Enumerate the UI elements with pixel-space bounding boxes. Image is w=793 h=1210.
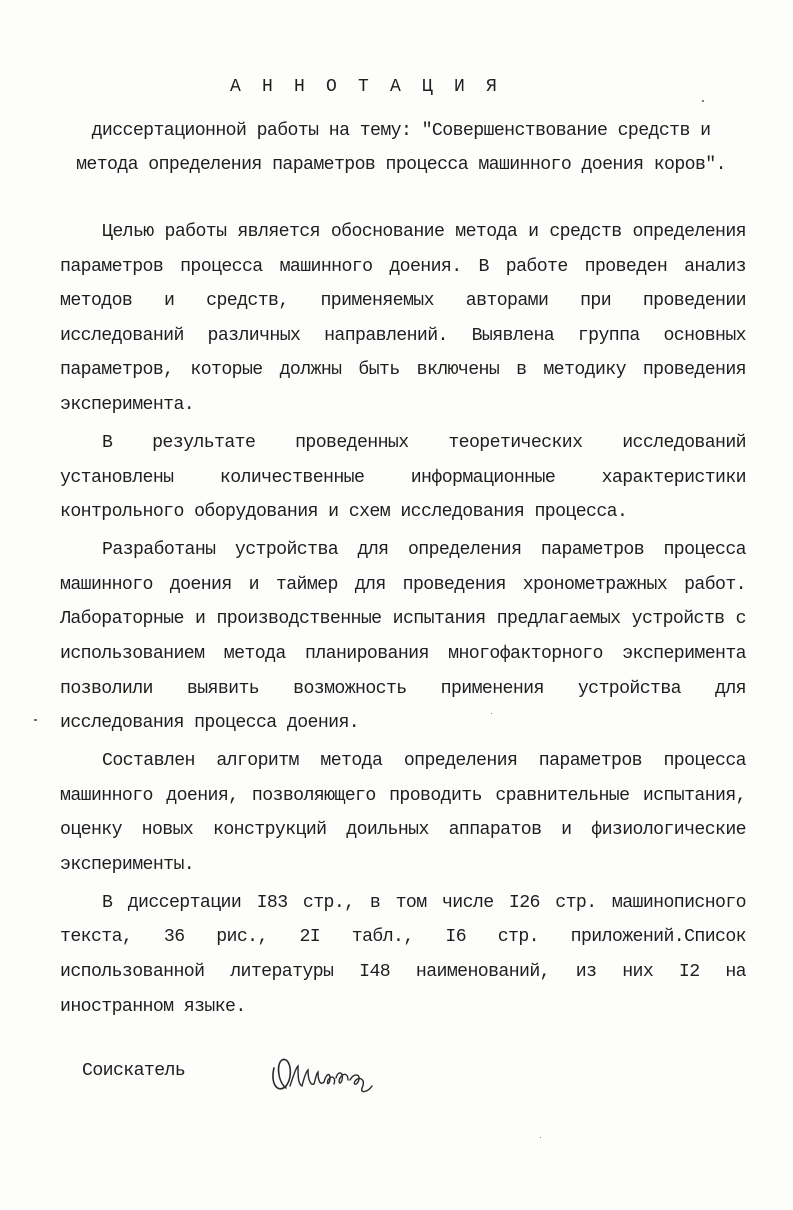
document-subtitle: диссертационной работы на тему: "Совершенствование средств и метода определения параметров процесса машинного доения коров". — [76, 121, 726, 175]
paper-speck — [34, 719, 37, 721]
paragraph-volume: В диссертации I83 стр., в том числе I26 стр. машинописного текста, 36 рис., 2I табл., I6 стр. приложений.Список использованной литературы I48 наименований, из них I2 на иностранном языке. — [60, 892, 746, 1017]
paper-speck — [491, 713, 492, 714]
paper-speck — [540, 1137, 541, 1138]
paragraph-purpose: Целью работы является обоснование метода и средств определения параметров процесса машинного доения. В работе проведен анализ методов и средств, применяемых авторами при проведении исследований различных направлений. Выявлена группа основных параметров, которые должны быть включены в методику проведения эксперимента. — [60, 222, 746, 415]
signer-label: Соискатель — [82, 1061, 186, 1081]
paragraph-algorithm: Составлен алгоритм метода определения параметров процесса машинного доения, позволяющего проводить сравнительные испытания, оценку новых конструкций доильных аппаратов и физиологические эксперименты. — [60, 751, 746, 875]
paragraph-results: В результате проведенных теоретических исследований установлены количественные информационные характеристики контрольного оборудования и схем исследования процесса. — [60, 432, 746, 523]
document-heading: А Н Н О Т А Ц И Я — [230, 77, 503, 97]
handwritten-signature — [268, 1038, 378, 1098]
paper-speck — [702, 100, 704, 102]
document-body — [60, 215, 746, 1028]
paragraph-devices: Разработаны устройства для определения параметров процесса машинного доения и таймер для проведения хронометражных работ. Лабораторные и производственные испытания предлагаемых устройств с использованием метода планирования многофакторного эксперимента позволили выявить возможность применения устройства для исследования процесса доения. — [60, 540, 746, 734]
